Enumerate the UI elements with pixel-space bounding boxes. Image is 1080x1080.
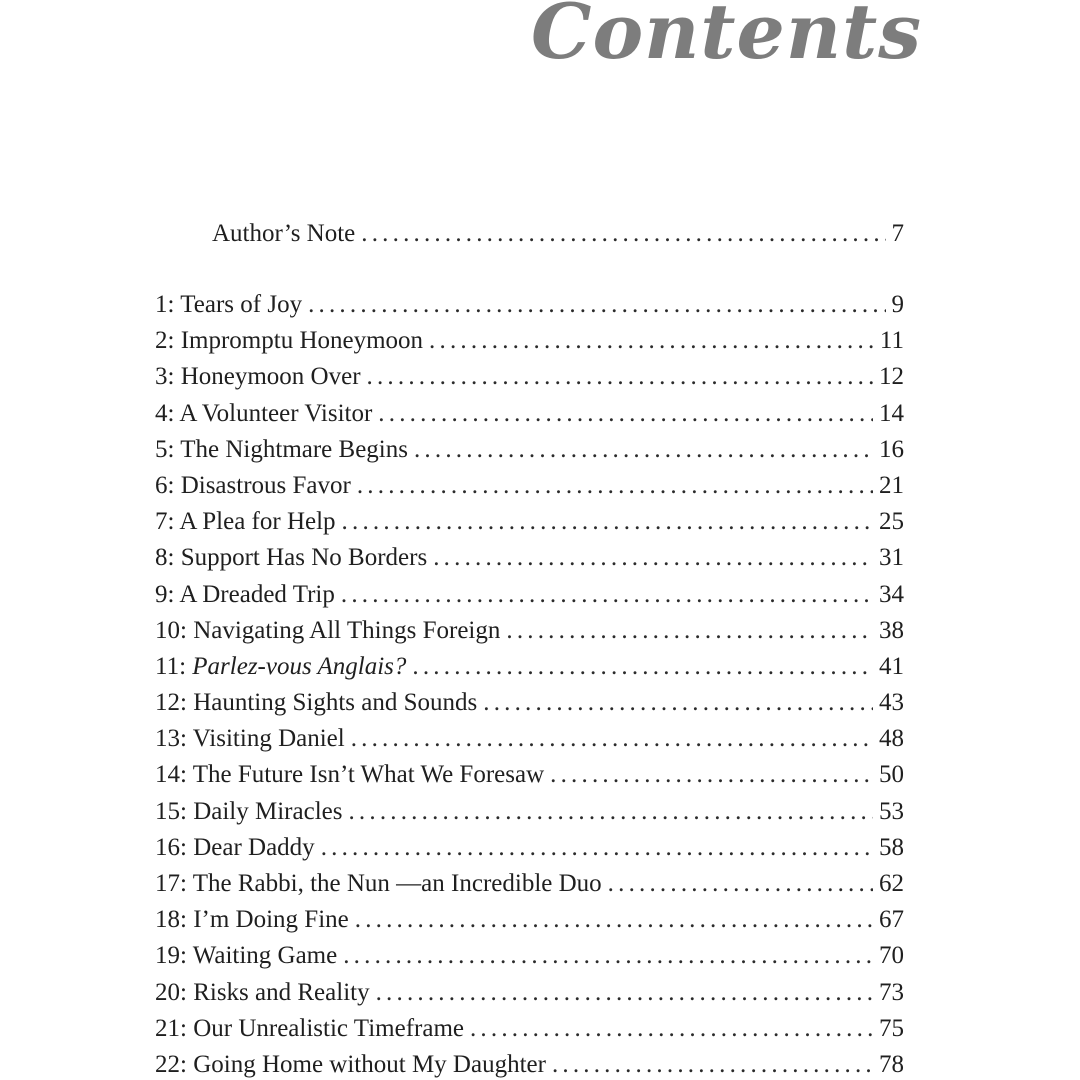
dot-leader <box>355 902 873 938</box>
toc-front-matter-row <box>212 216 904 252</box>
page-number: 31 <box>879 544 904 572</box>
dot-leader <box>351 721 873 757</box>
chapter-number: 6 <box>155 471 168 499</box>
toc-entry-title: 7: A Plea for Help <box>155 508 336 536</box>
chapter-title: Visiting Daniel <box>192 725 345 753</box>
chapter-title: Support Has No Borders <box>180 544 428 572</box>
front-matter-list <box>155 216 904 252</box>
dot-leader <box>429 323 874 359</box>
toc-chapter-row <box>155 359 904 395</box>
chapter-number: 17 <box>155 870 180 897</box>
page-number: 43 <box>879 689 904 717</box>
toc-chapter-row <box>155 649 904 685</box>
dot-leader <box>341 577 873 613</box>
chapter-number: 13 <box>155 725 180 753</box>
toc-entry-title: 6: Disastrous Favor <box>155 471 351 499</box>
page-number: 38 <box>879 616 904 644</box>
page-number: 78 <box>879 1050 904 1078</box>
toc-entry-title: 1: Tears of Joy <box>155 291 303 318</box>
chapter-title: Waiting Game <box>192 942 338 970</box>
toc-entry-title: 17: The Rabbi, the Nun —an Incredible Duo <box>155 870 602 897</box>
toc-chapter-row <box>155 1047 904 1080</box>
chapter-number: 10 <box>155 616 180 644</box>
page-number: 25 <box>879 508 904 536</box>
toc-chapter-row <box>155 1011 904 1047</box>
toc-entry-title: 2: Impromptu Honeymoon <box>155 327 424 355</box>
toc-chapter-row <box>155 830 904 866</box>
toc-entry-title: 13: Visiting Daniel <box>155 725 345 753</box>
dot-leader <box>433 540 873 576</box>
page-number: 75 <box>879 1014 904 1042</box>
chapter-title: A Volunteer Visitor <box>179 399 373 427</box>
chapter-title: Dear Daddy <box>193 833 315 861</box>
dot-leader <box>470 1011 873 1047</box>
dot-leader <box>348 794 873 830</box>
page-number: 73 <box>879 978 904 1006</box>
toc-chapter-row <box>155 287 904 323</box>
page-number: 41 <box>879 652 904 680</box>
page-title: Contents <box>530 0 922 76</box>
dot-leader <box>550 757 873 793</box>
chapter-title: A Plea for Help <box>179 508 336 536</box>
page-number: 11 <box>879 327 904 355</box>
toc-entry-title: 15: Daily Miracles <box>155 797 343 825</box>
toc-chapter-row <box>155 902 904 938</box>
chapter-number: 15 <box>155 797 180 825</box>
toc-entry-title: 19: Waiting Game <box>155 942 338 970</box>
dot-leader <box>357 468 873 504</box>
chapter-number: 12 <box>155 689 180 717</box>
toc-entry-title: 11: Parlez-vous Anglais? <box>155 652 407 680</box>
dot-leader <box>608 866 873 902</box>
dot-leader <box>552 1047 873 1080</box>
toc-chapter-row <box>155 504 904 540</box>
toc-entry-title: 8: Support Has No Borders <box>155 544 428 572</box>
chapter-title: A Dreaded Trip <box>179 580 335 608</box>
toc-chapter-row <box>155 432 904 468</box>
toc-entry-title: 5: The Nightmare Begins <box>155 435 408 463</box>
chapter-title: Disastrous Favor <box>180 471 351 499</box>
chapter-number: 18 <box>155 906 180 934</box>
chapter-title: The Nightmare Begins <box>180 435 408 463</box>
toc-chapter-row <box>155 613 904 649</box>
chapter-number: 1 <box>155 291 168 318</box>
toc-entry-title: 14: The Future Isn’t What We Foresaw <box>155 761 545 789</box>
chapter-title: Haunting Sights and Sounds <box>193 689 478 717</box>
chapter-title: Navigating All Things Foreign <box>193 616 501 644</box>
page-number: 34 <box>879 580 904 608</box>
chapter-number: 3 <box>155 363 168 391</box>
chapter-number: 7 <box>155 508 168 536</box>
chapter-title: Author’s Note <box>212 220 356 247</box>
toc-chapter-row <box>155 468 904 504</box>
dot-leader <box>367 359 873 395</box>
chapter-number: 20 <box>155 978 180 1006</box>
chapter-title: I’m Doing Fine <box>193 906 349 934</box>
chapter-number: 9 <box>155 580 168 608</box>
chapter-title: Honeymoon Over <box>180 363 361 391</box>
page-number: 70 <box>879 942 904 970</box>
toc-entry-title <box>212 216 355 252</box>
dot-leader <box>361 216 885 252</box>
chapter-number: 11 <box>155 652 180 680</box>
dot-leader <box>506 613 873 649</box>
chapter-number: 22 <box>155 1050 180 1078</box>
toc-chapter-row <box>155 757 904 793</box>
page-number: 53 <box>879 797 904 825</box>
page-number: 9 <box>891 291 904 318</box>
chapter-title: Parlez-vous Anglais? <box>192 652 407 680</box>
toc-entry-title: 18: I’m Doing Fine <box>155 906 349 934</box>
dot-leader <box>308 287 885 323</box>
chapter-title: Tears of Joy <box>180 291 303 318</box>
toc-entry-title: 16: Dear Daddy <box>155 833 315 861</box>
toc-entry-title: 4: A Volunteer Visitor <box>155 399 373 427</box>
page-number: 21 <box>879 471 904 499</box>
dot-leader <box>321 830 873 866</box>
page-number: 14 <box>879 399 904 427</box>
toc-chapter-row <box>155 323 904 359</box>
chapter-number: 19 <box>155 942 180 970</box>
page-number: 50 <box>879 761 904 789</box>
toc-chapter-row <box>155 938 904 974</box>
dot-leader <box>483 685 873 721</box>
toc-chapter-row <box>155 866 904 902</box>
chapter-number: 4 <box>155 399 168 427</box>
chapter-title: Impromptu Honeymoon <box>180 327 424 355</box>
toc-entry-title: 21: Our Unrealistic Timeframe <box>155 1014 464 1042</box>
chapter-title: The Future Isn’t What We Foresaw <box>192 761 545 789</box>
toc-chapter-row <box>155 396 904 432</box>
chapter-number: 8 <box>155 544 168 572</box>
toc-chapter-row <box>155 721 904 757</box>
dot-leader <box>412 649 873 685</box>
toc-entry-title: 9: A Dreaded Trip <box>155 580 335 608</box>
toc-entry-title: 12: Haunting Sights and Sounds <box>155 689 478 717</box>
toc-chapter-row <box>155 577 904 613</box>
chapter-number: 14 <box>155 761 180 789</box>
page-number: 7 <box>891 220 904 247</box>
chapter-number: 2 <box>155 327 168 355</box>
page-number: 12 <box>879 363 904 391</box>
chapter-title: Risks and Reality <box>193 978 370 1006</box>
page-number: 16 <box>879 435 904 463</box>
chapter-title: Our Unrealistic Timeframe <box>193 1014 464 1042</box>
toc-chapter-row <box>155 794 904 830</box>
chapter-number: 21 <box>155 1014 180 1042</box>
chapter-list <box>155 287 904 1080</box>
dot-leader <box>414 432 873 468</box>
chapter-title: Going Home without My Daughter <box>193 1050 546 1078</box>
chapter-title: The Rabbi, the Nun —an Incredible Duo <box>192 870 602 897</box>
dot-leader <box>342 504 873 540</box>
toc-chapter-row <box>155 975 904 1011</box>
toc-entry-title: 22: Going Home without My Daughter <box>155 1050 546 1078</box>
page-number: 67 <box>879 906 904 934</box>
toc-chapter-row <box>155 685 904 721</box>
dot-leader <box>376 975 873 1011</box>
toc-entry-title: 3: Honeymoon Over <box>155 363 361 391</box>
page-number: 58 <box>879 833 904 861</box>
dot-leader <box>343 938 873 974</box>
page-number: 62 <box>879 870 904 897</box>
toc-chapter-row <box>155 540 904 576</box>
chapter-number: 16 <box>155 833 180 861</box>
page-number: 48 <box>879 725 904 753</box>
toc-entry-title: 10: Navigating All Things Foreign <box>155 616 501 644</box>
dot-leader <box>378 396 873 432</box>
chapter-title: Daily Miracles <box>193 797 343 825</box>
chapter-number: 5 <box>155 435 168 463</box>
toc-entry-title: 20: Risks and Reality <box>155 978 370 1006</box>
